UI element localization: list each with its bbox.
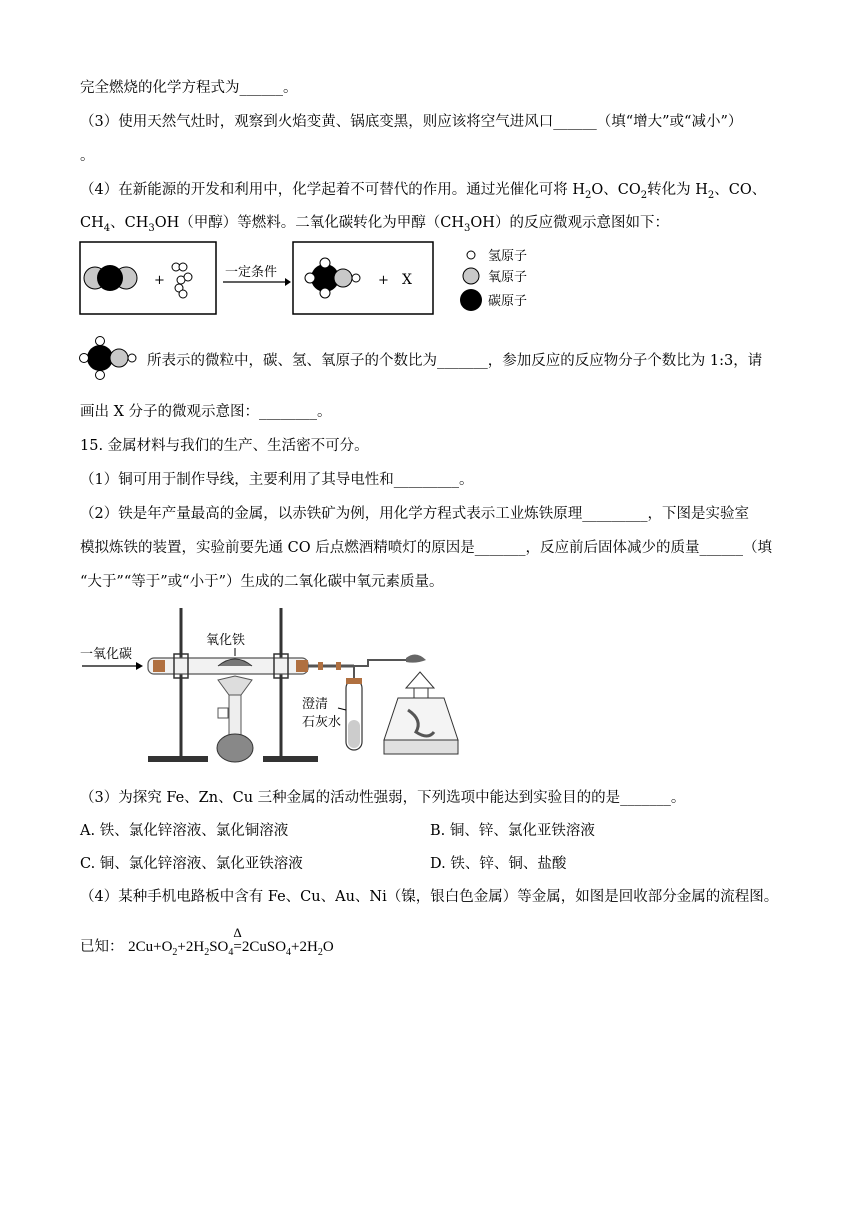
eq-part: 2Cu+O (128, 939, 173, 955)
question-4-methanol (80, 211, 669, 234)
known-equation (80, 925, 334, 958)
question-15-4: （4）某种手机电路板中含有 Fe、Cu、Au、Ni（镍，银白色金属）等金属，如图是回收部分金属的流程图。 (80, 889, 779, 905)
option-b[interactable]: B. 铜、锌、氯化亚铁溶液 (430, 823, 595, 839)
question-15-2c: “大于”“等于”或“小于”）生成的二氧化碳中氧元素质量。 (80, 574, 444, 590)
sub: 3 (464, 222, 471, 234)
legend-hydrogen: 氢原子 (488, 249, 528, 264)
question-3-gas-stove: （3）使用天然气灶时，观察到火焰变黄、锅底变黑，则应该将空气进风口______（填“增大”或“减小”） (80, 114, 743, 130)
eq-part: 2CuSO (241, 939, 287, 955)
question-3-end: 。 (80, 148, 95, 164)
eq-part: +2H (177, 939, 205, 955)
question-15-title: 15. 金属材料与我们的生产、生活密不可分。 (80, 438, 369, 454)
eq-part: O (322, 939, 334, 955)
iron-smelting-apparatus (78, 600, 478, 770)
sub: 2 (172, 947, 178, 958)
eq-part: +2H (291, 939, 318, 955)
option-c[interactable]: C. 铜、氯化锌溶液、氯化亚铁溶液 (80, 856, 303, 872)
text: O、CO (591, 182, 641, 198)
sub: 4 (228, 947, 234, 958)
sub: 4 (286, 947, 292, 958)
question-4-atom-ratio: 所表示的微粒中，碳、氢、氧原子的个数比为_______，参加反应的反应物分子个数比为 1:3，请 (147, 353, 763, 369)
text: OH）的反应微观示意图如下： (470, 215, 669, 231)
sub: 4 (103, 222, 111, 234)
line-complete-combustion: 完全燃烧的化学方程式为______。 (80, 80, 298, 96)
sub: 2 (317, 947, 323, 958)
question-4-draw-x: 画出 X 分子的微观示意图：________。 (80, 404, 332, 420)
text: （4）在新能源的开发和利用中，化学起着不可替代的作用。通过光催化可将 H (80, 182, 585, 198)
sub: 2 (707, 189, 715, 201)
delta-symbol: Δ (233, 925, 242, 940)
sub: 2 (584, 189, 592, 201)
reaction-micro-diagram (78, 238, 558, 318)
option-a[interactable]: A. 铁、氯化锌溶液、氯化铜溶液 (80, 823, 289, 839)
question-15-2a: （2）铁是年产量最高的金属，以赤铁矿为例，用化学方程式表示工业炼铁原理_________，下图是实验室 (80, 506, 749, 522)
text: 、CO、 (714, 182, 767, 198)
question-15-2b: 模拟炼铁的装置，实验前要先通 CO 后点燃酒精喷灯的原因是_______，反应前后固体减少的质量______（填 (80, 540, 772, 556)
sub: 2 (204, 947, 210, 958)
legend-oxygen: 氧原子 (488, 270, 528, 285)
methanol-molecule-icon (79, 334, 139, 382)
eq-part: SO (209, 939, 229, 955)
question-15-3: （3）为探究 Fe、Zn、Cu 三种金属的活动性强弱，下列选项中能达到实验目的的是_______。 (80, 790, 686, 806)
sub: 3 (148, 222, 155, 234)
iron-oxide-label: 氧化铁 (206, 633, 246, 648)
text: CH (80, 215, 104, 231)
plus-sign: + (154, 273, 165, 288)
limewater-label-1: 澄清 (302, 697, 329, 712)
text: 、CH (110, 215, 149, 231)
equation (128, 925, 334, 958)
equals-with-heat: Δ = (233, 925, 242, 955)
text: OH（甲醇）等燃料。二氧化碳转化为甲醇（CH (154, 215, 465, 231)
co-label: 一氧化碳 (80, 647, 133, 662)
product-x: X (402, 272, 412, 288)
limewater-label-2: 石灰水 (302, 715, 342, 730)
plus-sign-2: + (378, 273, 389, 288)
question-15-1: （1）铜可用于制作导线，主要利用了其导电性和_________。 (80, 472, 474, 488)
text: 转化为 H (647, 182, 708, 198)
option-d[interactable]: D. 铁、锌、铜、盐酸 (430, 856, 567, 872)
legend-carbon: 碳原子 (488, 294, 528, 309)
sub: 2 (640, 189, 648, 201)
question-4-new-energy (80, 178, 766, 201)
arrow-label: 一定条件 (225, 265, 278, 280)
known-prefix: 已知： (80, 939, 124, 955)
